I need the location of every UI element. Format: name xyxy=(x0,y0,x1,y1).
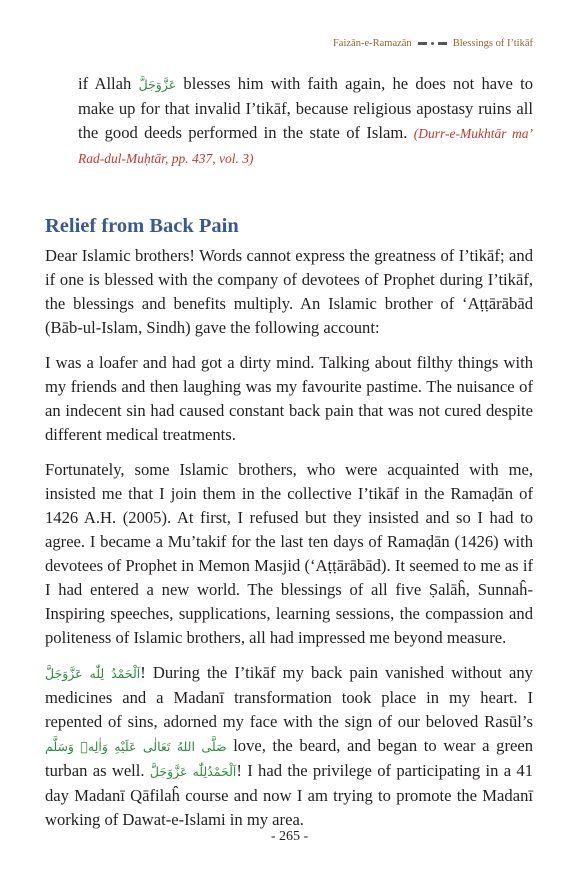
page-number: - 265 - xyxy=(270,829,309,844)
arabic-praise-2: اَلْحَمْدُلِلّٰه عَزَّوَجَلَّ xyxy=(149,764,237,779)
header-book-title: Faizān-e-Ramazān xyxy=(332,38,412,49)
paragraph-continuation xyxy=(78,72,533,171)
para5-text1: ! During the I’tikāf my back pain vanished without any medicines and a Madanī transformation took place in my heart. I repented of sins, adorned my face with the sign of our beloved Rasūl’s xyxy=(45,663,533,731)
page-body xyxy=(45,72,533,832)
arabic-praise: اَلْحَمْدُ لِلّٰه عَزَّوَجَلَّ xyxy=(45,666,141,681)
section-heading: Relief from Back Pain xyxy=(45,215,239,237)
header-separator xyxy=(418,42,447,45)
header-chapter-title: Blessings of I’tikāf xyxy=(452,38,533,49)
paragraph-intro: Dear Islamic brothers! Words cannot express the greatness of I’tikāf; and if one is blessed with the company of devotees of Prophet during I’tikāf, the blessings and benefits multiply. An Islamic brother of ‘Aṭṭārābād (Bāb-ul-Islam, Sindh) gave the following account: xyxy=(45,246,533,337)
paragraph-account-3 xyxy=(45,661,533,832)
arabic-honorific: عَزَّوَجَلَّ xyxy=(138,77,177,92)
arabic-salutation: صَلَّى اللهُ تَعَالٰى عَلَيْهِ وَاٰلِهٖ وَسَلَّم xyxy=(45,739,227,754)
para1-text: blesses him with faith again, he does not have to make up for that invalid I’tikāf, because religious apostasy ruins all the good deeds performed in the state of Islam. xyxy=(78,74,533,142)
running-header xyxy=(333,38,533,49)
para5-text3: ! I had the privilege of participating in a 41 day Madanī Qāfilaĥ course and now I am trying to promote the Madanī working of Dawat-e-Islami in my area. xyxy=(45,761,533,829)
paragraph-account-1: I was a loafer and had got a dirty mind. Talking about filthy things with my friends and then laughing was my favourite pastime. The nuisance of an indecent sin had caused constant back pain that was not cured despite different medical treatments. xyxy=(45,353,533,444)
para5-text2: love, the beard, and began to wear a green turban as well. xyxy=(45,736,534,780)
reference-citation: (Durr-e-Mukhtār ma’ Rad-dul-Muḥtār, pp. 437, vol. 3) xyxy=(78,126,534,166)
para1-start: if Allah xyxy=(78,74,139,93)
paragraph-account-2: Fortunately, some Islamic brothers, who were acquainted with me, insisted me that I join them in the collective I’tikāf in the Ramaḍān of 1426 A.H. (2005). At first, I refused but they insisted and so I had to agree. I became a Mu’takif for the last ten days of Ramaḍān (1426) with devotees of Prophet in Memon Masjid (‘Aṭṭārābād). It seemed to me as if I had entered a new world. The blessings of all five Ṣalāĥ, Sunnaĥ-Inspiring speeches, supplications, learning sessions, the compassion and politeness of Islamic brothers, all had impressed me beyond measure. xyxy=(45,460,533,647)
